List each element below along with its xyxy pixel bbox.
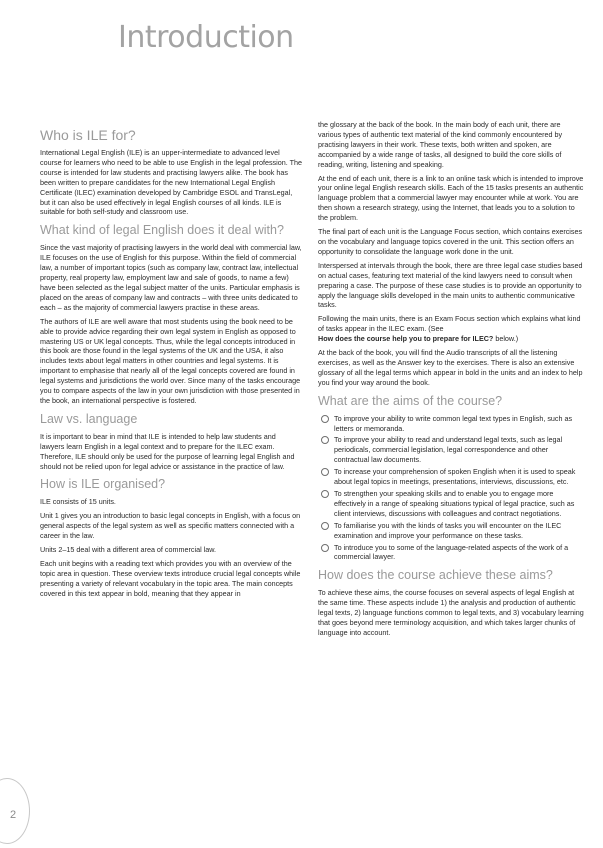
- paragraph: At the end of each unit, there is a link to an online task which is intended to improve your online legal English research skills. Each of the 15 tasks presents an authentic language problem that a commercial lawyer may encounter while at work. You are then shown a research strategy, using the Internet, that leads you to a solution to the problem.: [318, 173, 584, 223]
- aim-text: To improve your ability to read and understand legal texts, such as legal periodicals, commercial legislation, legal correspondence and other contractual law documents.: [334, 435, 563, 465]
- paragraph: The authors of ILE are well aware that most students using the book need to be able to provide advice regarding their own legal system in English as opposed to mastering US or UK legal concepts. Thus, while the legal concepts introduced in this book are those found in the legal systems of the UK and the USA, it also includes texts about legal matters in other countries and legal systems. It is important to emphasise that nearly all of the legal concepts covered are found in legal systems and jurisdictions the world over. Since many of the tasks encourage you to compare aspects of the law in your own jurisdiction with those presented in the book, an international perspective is fostered.: [40, 316, 301, 405]
- paragraph: [318, 314, 584, 344]
- paragraph: Since the vast majority of practising lawyers in the world deal with commercial law, ILE focuses on the use of English for this purpose. Within the field of commercial law, a number of important topics (such as company law, contract law, intellectual property, real property law, employment law and sale of goods, to name a few) have been selected as the legal subject matter of the units. Particular emphasis is placed on the areas of company law and contracts – with three units dedicated to each – as the majority of commercial lawyers practise in these areas.: [40, 243, 302, 312]
- paragraph: Unit 1 gives you an introduction to basic legal concepts in English, with a focus on general aspects of the legal system as well as specific matters connected with a career in the law.: [40, 511, 301, 541]
- aim-text: To increase your comprehension of spoken English when it is used to speak about legal topics in meetings, presentations, interviews, discussions, etc.: [334, 467, 576, 487]
- paragraph: Interspersed at intervals through the book, there are three legal case studies based on actual cases, featuring text material of the kind lawyers need to consult when preparing a case. The purpose of these case studies is to provide an opportunity to apply the language skills developed in the main units to authentic communicative tasks.: [318, 260, 583, 310]
- list-item: [318, 467, 584, 487]
- page-number: 2: [10, 809, 17, 821]
- list-item: [318, 435, 584, 465]
- paragraph: International Legal English (ILE) is an upper-intermediate to advanced level course for learners who need to be able to use English in the legal profession. The course is intended for law students and practising lawyers alike. The book has been written to prepare candidates for the new International Legal English Certificate (ILEC) examination developed by Cambridge ESOL and TransLegal, but it can also be used effectively in legal English courses of all kinds. ILE is suitable for both self-study and classroom use.: [40, 148, 302, 217]
- circle-bullet-icon: [321, 544, 329, 552]
- paragraph: Units 2–15 deal with a different area of commercial law.: [40, 545, 217, 555]
- aim-text: To familiarise you with the kinds of tasks you will encounter on the ILEC examination and improve your performance on these tasks.: [334, 520, 562, 540]
- aim-text: To introduce you to some of the language-related aspects of the work of a commercial lawyer.: [334, 542, 569, 562]
- right-column: [318, 120, 584, 642]
- heading-organised: How is ILE organised?: [40, 477, 166, 492]
- aims-list: [318, 414, 584, 563]
- cross-reference: How does the course help you to prepare for ILEC?: [318, 334, 494, 344]
- circle-bullet-icon: [321, 436, 329, 444]
- paragraph: At the back of the book, you will find the Audio transcripts of all the listening exercises, as well as the Answer key to the exercises. There is also an extensive glossary of all the legal terms which appear in bold in the units and an index to help you find your way around the book.: [318, 348, 583, 387]
- paragraph: Each unit begins with a reading text which provides you with an overview of the topic area in question. These overview texts introduce crucial legal concepts while presenting a variety of relevant vocabulary in the topic area. The main concepts covered in this text appear in bold, meaning that they appear in: [40, 559, 301, 598]
- paragraph: To achieve these aims, the course focuses on several aspects of legal English at the same time. These aspects include 1) the analysis and production of authentic legal texts, 2) language functions common to legal texts, and 3) vocabulary learning that goes beyond mere terminology acquisition, and which takes larger chunks of language into account.: [318, 588, 584, 637]
- left-column: [40, 124, 302, 603]
- list-item: [318, 543, 584, 563]
- circle-bullet-icon: [321, 415, 329, 423]
- heading-kind: What kind of legal English does it deal with?: [40, 223, 284, 238]
- paragraph: the glossary at the back of the book. In the main body of each unit, there are various types of authentic text material of the kind commonly encountered by practising lawyers in their work. These texts, both written and spoken, are accompanied by a wide range of tasks, all designed to build the core skills of reading, writing, listening and speaking.: [318, 120, 563, 169]
- paragraph: It is important to bear in mind that ILE is intended to help law students and lawyers learn English in a legal context and to prepare for the ILEC exam. Therefore, ILE should only be used for the purpose of learning legal English and should not be relied upon for legal advice or assistance in the practice of law.: [40, 431, 295, 471]
- list-item: [318, 489, 584, 519]
- text-span: Following the main units, there is an Exam Focus section which explains what kind of tasks appear in the ILEC exam. (See: [318, 314, 581, 334]
- circle-bullet-icon: [321, 490, 329, 498]
- list-item: [318, 414, 584, 434]
- text-span: below.): [493, 334, 519, 344]
- aim-text: To improve your ability to write common legal text types in English, such as letters or memoranda.: [334, 413, 573, 433]
- heading-law: Law vs. language: [40, 411, 138, 426]
- heading-aims: What are the aims of the course?: [318, 393, 503, 408]
- aim-text: To strengthen your speaking skills and to enable you to engage more effectively in a range of speaking situations typical of legal practice, such as client interviews, discussions with colleagues and contract negotiations.: [334, 489, 575, 518]
- circle-bullet-icon: [321, 468, 329, 476]
- heading-achieve: How does the course achieve these aims?: [318, 568, 553, 583]
- list-item: [318, 521, 584, 541]
- paragraph: The final part of each unit is the Language Focus section, which contains exercises on the vocabulary and language topics covered in the unit. This section offers an opportunity to consolidate the language work done in the unit.: [318, 227, 583, 256]
- page-title: Introduction: [118, 20, 294, 55]
- heading-who: Who is ILE for?: [40, 127, 136, 143]
- circle-bullet-icon: [321, 522, 329, 530]
- paragraph: ILE consists of 15 units.: [40, 497, 116, 507]
